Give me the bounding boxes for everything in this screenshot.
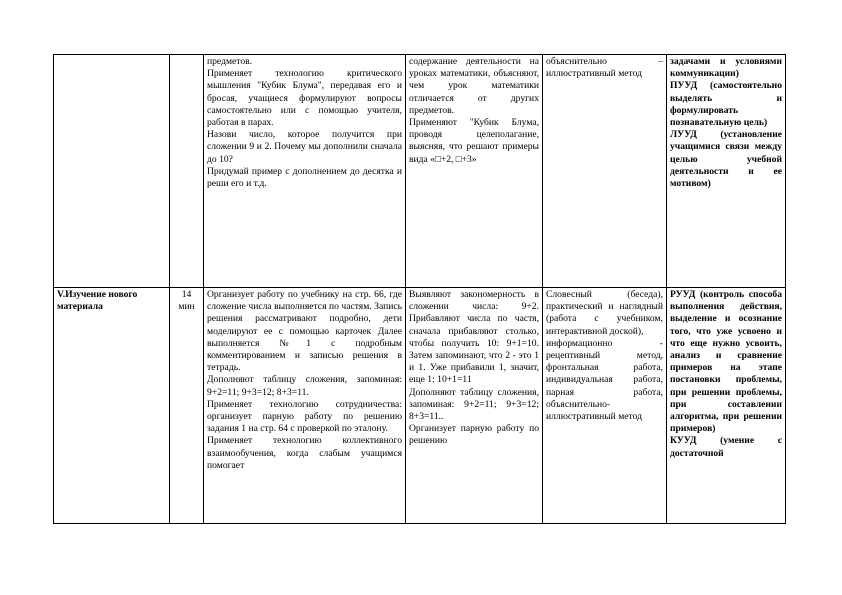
students-activity-cell: [406, 288, 543, 524]
time-cell: [170, 55, 204, 288]
paragraph: Придумай пример с дополнением до десятка и реши его и т.д.: [207, 165, 402, 190]
paragraph: Дополняют таблицу сложения, запоминая: 9+2=11; 9+3=12; 8+3=11.: [207, 374, 402, 398]
uud-cell: [667, 55, 786, 288]
paragraph: информационно - рецептивный метод, фронтальная работа, индивидуальная работа, парная работа, объяснительно-иллюстративный метод: [546, 337, 663, 423]
paragraph: Применяет технологию коллективного взаимообучения, когда слабым учащимся помогает: [207, 435, 402, 471]
paragraph: задачами и условиями коммуникации): [670, 56, 782, 80]
paragraph: ЛУУД (установление учащимися связи между целью учебной деятельности и ее мотивом): [670, 129, 782, 190]
paragraph: КУУД (умение с достаточной: [670, 435, 782, 459]
paragraph: Назови число, которое получится при сложении 9 и 2. Почему мы дополнили сначала до 10?: [207, 129, 402, 165]
table-row: [54, 288, 786, 524]
paragraph: ПУУД (самостоятельно выделять и формулировать познавательную цель): [670, 80, 782, 129]
paragraph: Применяет технологию сотрудничества: организует парную работу по решению задания 1 на стр. 64 с проверкой по эталону.: [207, 398, 402, 435]
teacher-activity-cell: [204, 288, 406, 524]
time-cell: 14 мин: [170, 288, 204, 524]
paragraph: Организует работу по учебнику на стр. 66, где сложение числа выполняется по частям. Запись решения рассматривают подробно, дети моделируют ее с помощью карточек Далее выполняется №1 с подробным комментированием и записью решения в тетрадь.: [207, 289, 402, 374]
paragraph: объяснительно – иллюстративный метод: [546, 56, 663, 80]
paragraph: Дополняют таблицу сложения, запоминая: 9+2=11; 9+3=12; 8+3=11..: [409, 386, 539, 423]
teacher-activity-cell: [204, 55, 406, 288]
students-activity-cell: [406, 55, 543, 288]
stage-cell: V.Изучение нового материала: [54, 288, 170, 524]
paragraph: Применяет технологию критического мышления "Кубик Блума", передавая его и бросая, учащиеся формулируют вопросы самостоятельно или с помощью учителя, работая в парах.: [207, 68, 402, 129]
paragraph: предметов.: [207, 56, 253, 67]
uud-cell: [667, 288, 786, 524]
methods-cell: [543, 288, 667, 524]
methods-cell: [543, 55, 667, 288]
paragraph: РУУД (контроль способа выполнения действия, выделение и осознание того, что уже усвоено и что еще нужно усвоить, анализ и сравнение примеров на этапе постановки проблемы, при решении проблемы, при составлении алгоритма, при решении примеров): [670, 289, 782, 435]
paragraph: Выявляют закономерность в сложении числа: 9+2. Прибавляют числа по частя, сначала прибавляют столько, чтобы получить 10: 9+1=10. Затем запоминают, что 2 - это 1 и 1. Уже прибавили 1, значит, еще 1: 10+1=11: [409, 289, 539, 386]
paragraph: содержание деятельности на уроках математики, объясняют, чем урок математики отличается от других предметов.: [409, 56, 539, 116]
lesson-plan-table: [53, 54, 786, 524]
paragraph: Словесный (беседа), практический и наглядный (работа с учебником, интерактивной доской),: [546, 289, 663, 337]
stage-cell: [54, 55, 170, 288]
table-row: [54, 55, 786, 288]
paragraph: Применяют "Кубик Блума, проводя целеполагание, выясняя, что решают примеры вида «□+2, □+3»: [409, 117, 539, 165]
paragraph: Организует парную работу по решению: [409, 423, 539, 447]
